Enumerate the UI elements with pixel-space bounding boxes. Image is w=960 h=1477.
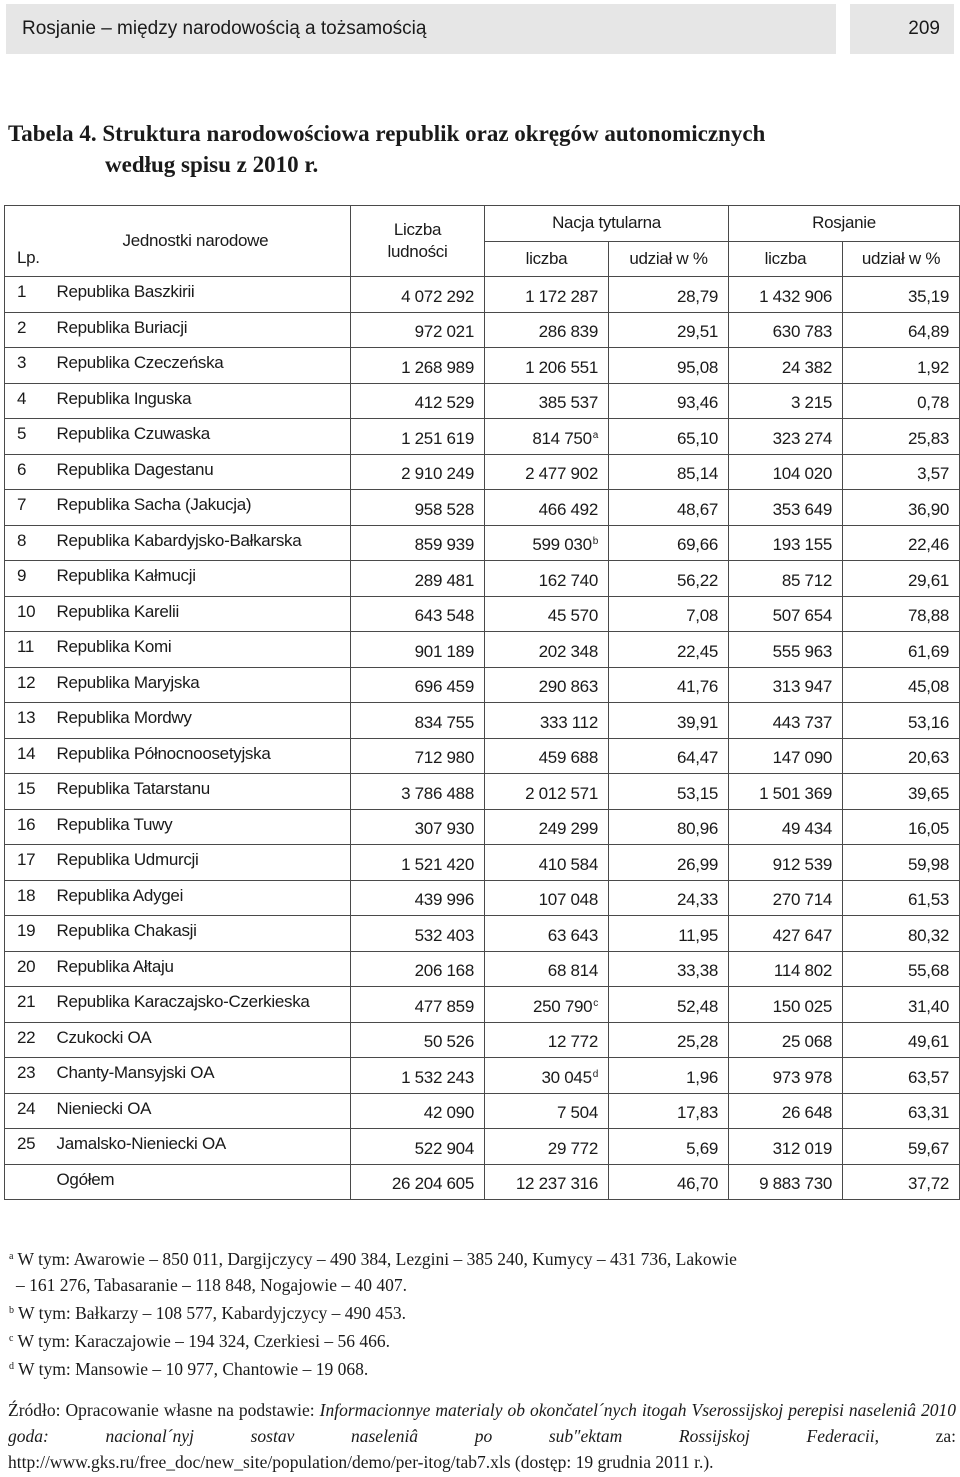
row-population: 307 930 — [351, 809, 485, 845]
row-titular-count — [485, 951, 609, 987]
row-russians-count: 313 947 — [729, 667, 843, 703]
row-name: Jamalsko-Nieniecki OA — [55, 1129, 351, 1165]
table-row-total — [5, 1164, 960, 1200]
row-population: 289 481 — [351, 561, 485, 597]
row-russians-share: 63,57 — [843, 1058, 960, 1094]
row-titular-share: 39,91 — [609, 703, 729, 739]
table-row — [5, 809, 960, 845]
row-titular-count-value: 63 643 — [547, 925, 598, 945]
row-titular-count-value: 1 206 551 — [525, 357, 598, 377]
row-titular-count-value: 30 045 — [541, 1067, 592, 1087]
table-title-line2: według spisu z 2010 r. — [105, 152, 319, 177]
row-russians-share: 59,67 — [843, 1129, 960, 1165]
row-population: 50 526 — [351, 1022, 485, 1058]
row-titular-count — [485, 596, 609, 632]
row-name: Republika Północnoosetyjska — [55, 738, 351, 774]
running-header — [6, 4, 836, 54]
row-russians-count: 270 714 — [729, 880, 843, 916]
row-titular-count-value: 7 504 — [556, 1103, 598, 1122]
row-titular-count-value: 290 863 — [538, 677, 598, 696]
footnote-mark: a — [592, 429, 598, 441]
header-titular-nation: Nacja tytularna — [485, 206, 729, 242]
row-population: 2 910 249 — [351, 454, 485, 490]
row-russians-share: 63,31 — [843, 1093, 960, 1129]
row-russians-share: 0,78 — [843, 383, 960, 419]
row-titular-count — [485, 1022, 609, 1058]
row-titular-count — [485, 277, 609, 313]
total-lp — [5, 1164, 55, 1200]
header-titular-count: liczba — [485, 241, 609, 277]
row-lp: 22 — [5, 1022, 55, 1058]
row-name: Republika Ałtaju — [55, 951, 351, 987]
footnote-a — [8, 1244, 953, 1272]
footnote-text: W tym: Mansowie – 10 977, Chantowie – 19 068. — [14, 1359, 369, 1379]
row-russians-share: 53,16 — [843, 703, 960, 739]
row-titular-count — [485, 454, 609, 490]
footnote-a-continuation: – 161 276, Tabasaranie – 118 848, Nogajowie – 40 407. — [16, 1275, 407, 1295]
row-titular-count-value: 202 348 — [538, 641, 598, 661]
row-lp: 10 — [5, 596, 55, 632]
row-name: Republika Adygei — [55, 880, 351, 916]
row-lp: 1 — [5, 277, 55, 313]
table-row — [5, 880, 960, 916]
row-titular-share: 52,48 — [609, 987, 729, 1023]
row-russians-share: 20,63 — [843, 738, 960, 774]
table-row — [5, 916, 960, 952]
total-russians-share: 37,72 — [843, 1164, 960, 1200]
total-label: Ogółem — [55, 1164, 351, 1200]
row-titular-share: 41,76 — [609, 667, 729, 703]
row-russians-share: 25,83 — [843, 419, 960, 455]
running-header-title: Rosjanie – między narodowością a tożsamością — [22, 18, 427, 39]
row-russians-count: 323 274 — [729, 419, 843, 455]
row-titular-count-value: 1 172 287 — [525, 286, 598, 306]
row-population: 532 403 — [351, 916, 485, 952]
row-titular-share: 56,22 — [609, 561, 729, 597]
table-row — [5, 667, 960, 703]
row-lp: 7 — [5, 490, 55, 526]
row-russians-share: 59,98 — [843, 845, 960, 881]
row-titular-share: 65,10 — [609, 419, 729, 455]
row-titular-count — [485, 490, 609, 526]
header-titular-share: udział w % — [609, 241, 729, 277]
row-population: 522 904 — [351, 1129, 485, 1165]
footnote-text: W tym: Karaczajowie – 194 324, Czerkiesi – 56 466. — [13, 1331, 390, 1351]
row-name: Republika Mordwy — [55, 703, 351, 739]
row-titular-count — [485, 880, 609, 916]
row-population: 859 939 — [351, 525, 485, 561]
row-name: Republika Maryjska — [55, 667, 351, 703]
table-row — [5, 383, 960, 419]
row-titular-count-value: 333 112 — [539, 712, 598, 732]
row-russians-count: 312 019 — [729, 1129, 843, 1165]
row-titular-count — [485, 348, 609, 384]
table-row — [5, 419, 960, 455]
table-row — [5, 845, 960, 881]
row-titular-count-value: 29 772 — [547, 1138, 598, 1158]
row-russians-count: 147 090 — [729, 738, 843, 774]
row-russians-count: 353 649 — [729, 490, 843, 526]
table-row — [5, 703, 960, 739]
row-titular-count — [485, 916, 609, 952]
row-russians-count: 973 978 — [729, 1058, 843, 1094]
row-russians-share: 1,92 — [843, 348, 960, 384]
row-titular-share: 5,69 — [609, 1129, 729, 1165]
row-titular-share: 24,33 — [609, 880, 729, 916]
row-name: Republika Buriacji — [55, 312, 351, 348]
row-russians-count: 1 432 906 — [729, 277, 843, 313]
header-name: Jednostki narodowe — [55, 206, 351, 277]
row-population: 1 521 420 — [351, 845, 485, 881]
footnote-text: W tym: Awarowie – 850 011, Dargijczycy – 490 384, Lezgini – 385 240, Kumycy – 431 736, Lakowie — [13, 1249, 737, 1269]
header-russians-share: udział w % — [843, 241, 960, 277]
footnote-mark: b — [592, 536, 598, 547]
footnote-d — [8, 1354, 953, 1382]
row-lp: 2 — [5, 312, 55, 348]
row-name: Chanty-Mansyjski OA — [55, 1058, 351, 1094]
footnote-mark: a — [9, 1251, 14, 1262]
footnote-mark: c — [9, 1333, 14, 1344]
row-russians-share: 61,69 — [843, 632, 960, 668]
row-titular-count-value: 814 750 — [532, 428, 592, 448]
row-name: Republika Baszkirii — [55, 277, 351, 313]
row-russians-count: 507 654 — [729, 596, 843, 632]
row-name: Republika Chakasji — [55, 916, 351, 952]
row-titular-count-value: 2 012 571 — [525, 783, 598, 803]
row-titular-share: 95,08 — [609, 348, 729, 384]
row-name: Republika Sacha (Jakucja) — [55, 490, 351, 526]
table-row — [5, 1022, 960, 1058]
row-lp: 5 — [5, 419, 55, 455]
footnote-mark: c — [593, 997, 598, 1009]
row-russians-count: 912 539 — [729, 845, 843, 881]
row-name: Nieniecki OA — [55, 1093, 351, 1129]
row-russians-count: 25 068 — [729, 1022, 843, 1058]
row-russians-count: 630 783 — [729, 312, 843, 348]
footnote-b — [8, 1298, 953, 1326]
row-name: Republika Tuwy — [55, 809, 351, 845]
row-russians-count: 555 963 — [729, 632, 843, 668]
row-population: 901 189 — [351, 632, 485, 668]
row-russians-share: 35,19 — [843, 277, 960, 313]
row-titular-count-value: 250 790 — [532, 996, 593, 1016]
header-russians-count: liczba — [729, 241, 843, 277]
row-titular-share: 53,15 — [609, 774, 729, 810]
row-titular-count — [485, 632, 609, 668]
row-lp: 4 — [5, 383, 55, 419]
row-lp: 16 — [5, 809, 55, 845]
row-titular-count-value: 162 740 — [538, 570, 598, 590]
row-russians-share: 3,57 — [843, 454, 960, 490]
row-name: Republika Inguska — [55, 383, 351, 419]
row-russians-count: 443 737 — [729, 703, 843, 739]
row-titular-share: 26,99 — [609, 845, 729, 881]
table-row — [5, 951, 960, 987]
row-lp: 6 — [5, 454, 55, 490]
row-russians-count: 193 155 — [729, 525, 843, 561]
row-titular-share: 69,66 — [609, 525, 729, 561]
row-name: Czukocki OA — [55, 1022, 351, 1058]
row-lp: 19 — [5, 916, 55, 952]
table-row — [5, 490, 960, 526]
row-titular-count — [485, 1129, 609, 1165]
row-titular-count-value: 286 839 — [538, 322, 598, 341]
row-russians-share: 29,61 — [843, 561, 960, 597]
row-titular-count — [485, 845, 609, 881]
row-lp: 9 — [5, 561, 55, 597]
table-title-line1: Tabela 4. Struktura narodowościowa republik oraz okręgów autonomicznych — [8, 121, 766, 146]
table-row — [5, 1129, 960, 1165]
row-population: 972 021 — [351, 312, 485, 348]
table-row — [5, 454, 960, 490]
row-lp: 21 — [5, 987, 55, 1023]
total-titular-share: 46,70 — [609, 1164, 729, 1200]
table-row — [5, 525, 960, 561]
row-russians-count: 3 215 — [729, 383, 843, 419]
row-russians-share: 16,05 — [843, 809, 960, 845]
row-titular-share: 7,08 — [609, 596, 729, 632]
row-titular-count-value: 385 537 — [538, 393, 598, 412]
row-titular-count-value: 459 688 — [538, 748, 598, 767]
row-name: Republika Kabardyjsko-Bałkarska — [55, 525, 351, 561]
row-russians-share: 80,32 — [843, 916, 960, 952]
row-lp: 23 — [5, 1058, 55, 1094]
row-population: 206 168 — [351, 951, 485, 987]
table-row — [5, 312, 960, 348]
row-titular-count-value: 2 477 902 — [525, 464, 598, 483]
population-table — [4, 205, 960, 1200]
row-russians-count: 24 382 — [729, 348, 843, 384]
row-titular-count-value: 466 492 — [538, 499, 598, 519]
row-lp: 14 — [5, 738, 55, 774]
row-titular-count — [485, 667, 609, 703]
row-titular-share: 64,47 — [609, 738, 729, 774]
row-titular-share: 80,96 — [609, 809, 729, 845]
row-population: 4 072 292 — [351, 277, 485, 313]
table-row — [5, 561, 960, 597]
table-row — [5, 632, 960, 668]
total-population: 26 204 605 — [351, 1164, 485, 1200]
source-title: Informacionnye materialy ob okončatel´nych itogah Vserossijskoj perepisi naseleniâ 2010 goda: nacional´nyj sostav naseleniâ po sub″ektam Rossijskoj Federacii — [8, 1400, 956, 1446]
table-row — [5, 277, 960, 313]
row-titular-count — [485, 312, 609, 348]
row-lp: 24 — [5, 1093, 55, 1129]
row-lp: 3 — [5, 348, 55, 384]
row-population: 1 251 619 — [351, 419, 485, 455]
footnote-c — [8, 1326, 953, 1354]
table-title — [8, 118, 908, 180]
footnotes — [8, 1244, 953, 1382]
row-russians-count: 150 025 — [729, 987, 843, 1023]
row-titular-count-value: 410 584 — [538, 854, 598, 874]
row-titular-share: 29,51 — [609, 312, 729, 348]
row-russians-share: 36,90 — [843, 490, 960, 526]
row-population: 42 090 — [351, 1093, 485, 1129]
row-titular-count — [485, 561, 609, 597]
row-lp: 12 — [5, 667, 55, 703]
row-population: 696 459 — [351, 667, 485, 703]
row-titular-count — [485, 703, 609, 739]
row-name: Republika Karaczajsko-Czerkieska — [55, 987, 351, 1023]
row-name: Republika Czuwaska — [55, 419, 351, 455]
row-russians-count: 104 020 — [729, 454, 843, 490]
page-number: 209 — [850, 4, 954, 54]
row-titular-count-value: 107 048 — [538, 890, 598, 909]
row-lp: 20 — [5, 951, 55, 987]
row-russians-count: 85 712 — [729, 561, 843, 597]
source-suffix: , za: http://www.gks.ru/free_doc/new_site/population/demo/per-itog/tab7.xls (dostęp: 19 grudnia 2011 r.). — [8, 1426, 956, 1472]
row-titular-count-value: 68 814 — [547, 961, 598, 980]
source-prefix: Źródło: Opracowanie własne na podstawie: — [8, 1400, 320, 1420]
row-russians-share: 78,88 — [843, 596, 960, 632]
row-russians-count: 427 647 — [729, 916, 843, 952]
row-titular-count — [485, 1093, 609, 1129]
row-lp: 13 — [5, 703, 55, 739]
row-name: Republika Dagestanu — [55, 454, 351, 490]
table-body — [5, 277, 960, 1200]
row-russians-count: 114 802 — [729, 951, 843, 987]
row-name: Republika Kałmucji — [55, 561, 351, 597]
row-russians-share: 49,61 — [843, 1022, 960, 1058]
row-population: 3 786 488 — [351, 774, 485, 810]
row-name: Republika Czeczeńska — [55, 348, 351, 384]
row-titular-share: 17,83 — [609, 1093, 729, 1129]
row-russians-share: 31,40 — [843, 987, 960, 1023]
row-russians-share: 61,53 — [843, 880, 960, 916]
row-name: Republika Komi — [55, 632, 351, 668]
row-population: 958 528 — [351, 490, 485, 526]
row-population: 477 859 — [351, 987, 485, 1023]
footnote-mark: b — [9, 1305, 14, 1316]
table-row — [5, 1058, 960, 1094]
source-note — [8, 1397, 956, 1475]
row-name: Republika Tatarstanu — [55, 774, 351, 810]
row-titular-share: 28,79 — [609, 277, 729, 313]
header-population-line2: ludności — [387, 242, 448, 261]
footnote-text: W tym: Bałkarzy – 108 577, Kabardyjczycy – 490 453. — [14, 1303, 407, 1323]
row-lp: 8 — [5, 525, 55, 561]
row-titular-count-value: 599 030 — [532, 535, 592, 554]
header-population-line1: Liczba — [393, 220, 442, 239]
row-titular-count — [485, 809, 609, 845]
row-titular-share: 1,96 — [609, 1058, 729, 1094]
row-titular-count — [485, 419, 609, 455]
row-population: 834 755 — [351, 703, 485, 739]
row-name: Republika Karelii — [55, 596, 351, 632]
row-titular-share: 22,45 — [609, 632, 729, 668]
row-titular-count — [485, 525, 609, 561]
row-titular-count-value: 45 570 — [547, 606, 598, 625]
row-titular-share: 11,95 — [609, 916, 729, 952]
row-russians-count: 1 501 369 — [729, 774, 843, 810]
row-titular-count — [485, 383, 609, 419]
row-titular-count-value: 12 772 — [547, 1032, 598, 1051]
row-population: 643 548 — [351, 596, 485, 632]
row-lp: 15 — [5, 774, 55, 810]
row-titular-count — [485, 738, 609, 774]
row-lp: 18 — [5, 880, 55, 916]
table-row — [5, 774, 960, 810]
table-row — [5, 596, 960, 632]
row-lp: 25 — [5, 1129, 55, 1165]
row-titular-count — [485, 987, 609, 1023]
total-titular-count: 12 237 316 — [485, 1164, 609, 1200]
row-russians-share: 55,68 — [843, 951, 960, 987]
row-russians-count: 26 648 — [729, 1093, 843, 1129]
row-titular-share: 25,28 — [609, 1022, 729, 1058]
row-titular-share: 33,38 — [609, 951, 729, 987]
header-population — [351, 206, 485, 277]
row-population: 439 996 — [351, 880, 485, 916]
row-population: 412 529 — [351, 383, 485, 419]
row-population: 712 980 — [351, 738, 485, 774]
row-lp: 17 — [5, 845, 55, 881]
row-russians-share: 64,89 — [843, 312, 960, 348]
row-population: 1 532 243 — [351, 1058, 485, 1094]
row-russians-share: 39,65 — [843, 774, 960, 810]
row-titular-share: 85,14 — [609, 454, 729, 490]
footnote-mark: d — [9, 1361, 14, 1372]
total-russians-count: 9 883 730 — [729, 1164, 843, 1200]
table-row — [5, 738, 960, 774]
row-lp: 11 — [5, 632, 55, 668]
row-titular-count — [485, 1058, 609, 1094]
table-row — [5, 1093, 960, 1129]
row-name: Republika Udmurcji — [55, 845, 351, 881]
row-russians-share: 45,08 — [843, 667, 960, 703]
footnote-mark: d — [592, 1068, 598, 1080]
header-lp: Lp. — [5, 206, 55, 277]
row-titular-share: 93,46 — [609, 383, 729, 419]
row-titular-share: 48,67 — [609, 490, 729, 526]
table-row — [5, 987, 960, 1023]
row-population: 1 268 989 — [351, 348, 485, 384]
header-russians: Rosjanie — [729, 206, 960, 242]
row-russians-share: 22,46 — [843, 525, 960, 561]
row-titular-count-value: 249 299 — [538, 819, 598, 838]
row-russians-count: 49 434 — [729, 809, 843, 845]
table-row — [5, 348, 960, 384]
row-titular-count — [485, 774, 609, 810]
